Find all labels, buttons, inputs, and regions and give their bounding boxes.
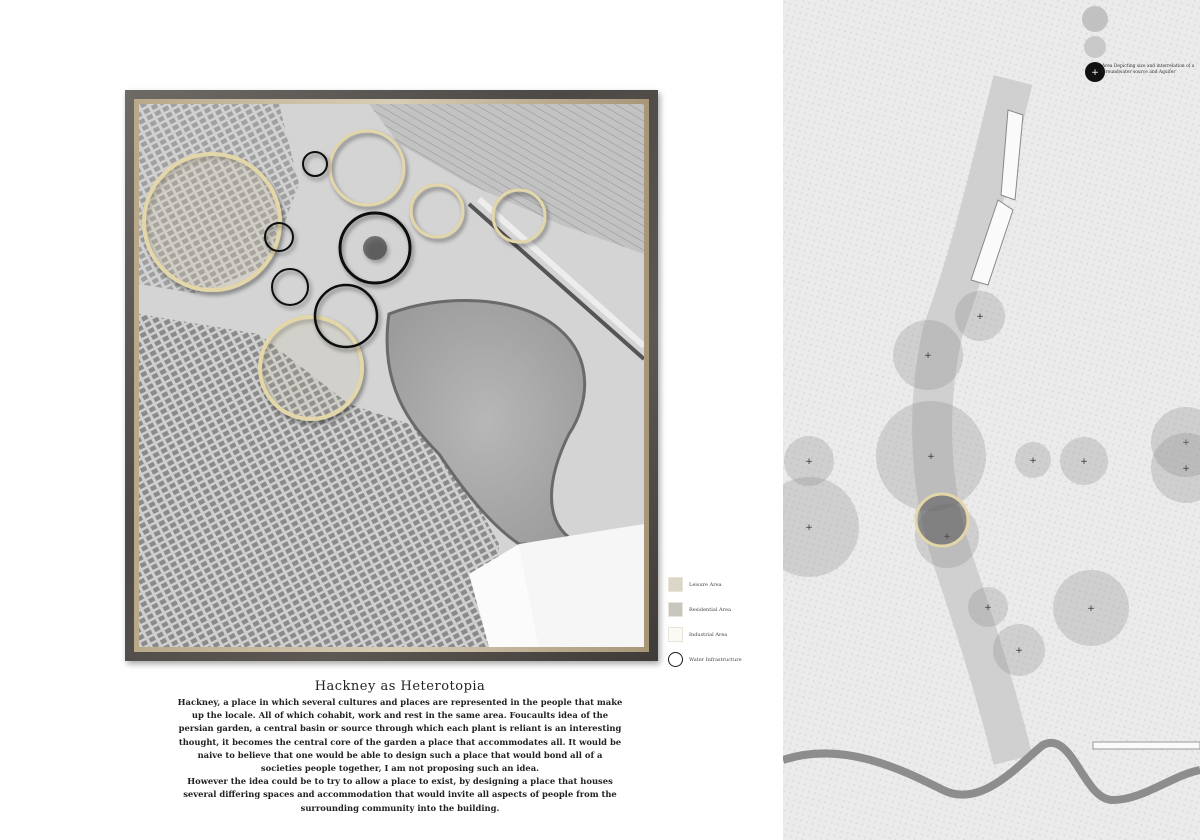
overview-map-svg xyxy=(783,0,1200,840)
runway xyxy=(1093,742,1200,749)
legend-label: Leisure Area xyxy=(689,581,722,588)
plus-icon: + xyxy=(1080,457,1088,467)
plus-icon: + xyxy=(984,603,992,613)
plus-icon: + xyxy=(805,457,813,467)
plus-icon: + xyxy=(1091,68,1099,78)
industrial-zone xyxy=(519,524,644,647)
color-swatch xyxy=(668,577,683,592)
legend-label: Industrial Area xyxy=(689,631,728,638)
key-circle-light xyxy=(1084,36,1106,58)
plus-icon: + xyxy=(1182,438,1190,448)
plus-icon: + xyxy=(1182,464,1190,474)
plus-icon: + xyxy=(927,452,935,462)
site-marker[interactable] xyxy=(916,494,968,546)
color-swatch xyxy=(668,602,683,617)
legend-label: Water Infrastructure xyxy=(689,656,742,663)
water-ring-core xyxy=(363,236,387,260)
plus-icon: + xyxy=(805,523,813,533)
legend-row xyxy=(668,597,778,622)
text-title: Hackney as Heterotopia xyxy=(314,679,486,694)
leisure-ring[interactable] xyxy=(144,154,280,290)
legend-row xyxy=(668,622,778,647)
legend-row xyxy=(668,572,778,597)
legend-label: Residential Area xyxy=(689,606,731,613)
aerial-map[interactable] xyxy=(139,104,644,647)
map-frame xyxy=(125,90,658,661)
text-paragraph: However the idea could be to try to allow a place to exist, by designing a place that houses several differing spaces and accommodation that would invite all aspects of people from the surrounding community into the building. xyxy=(183,776,617,813)
plus-icon: + xyxy=(976,312,984,322)
frame-mat xyxy=(134,99,649,652)
plus-icon: + xyxy=(1029,456,1037,466)
overview-key-label: Area Depicting size and interrelation of a Groundwater source and Aquifer xyxy=(1102,64,1195,75)
plus-icon: + xyxy=(924,351,932,361)
color-swatch xyxy=(668,627,683,642)
leisure-ring[interactable] xyxy=(260,317,362,419)
aerial-map-svg xyxy=(139,104,644,647)
overview-map-panel[interactable] xyxy=(783,0,1200,840)
text-paragraph: Hackney, a place in which several cultures and places are represented in the people that make up the locale. All of which cohabit, work and rest in the same area. Foucaults idea of the persian garden, a central basin or source through which each plant is reliant is an interesting thought, it becomes the central core of the garden a place that accommodates all. It would be naive to believe that one would be able to design such a place that would bond all of a societies people together, I am not proposing such an idea. xyxy=(177,697,623,774)
ring-swatch-icon xyxy=(668,652,683,667)
plus-icon: + xyxy=(1015,646,1023,656)
key-circle-light xyxy=(1082,6,1108,32)
legend-row xyxy=(668,647,778,672)
text-body xyxy=(176,696,624,815)
map-legend xyxy=(668,572,778,672)
plus-icon: + xyxy=(1087,604,1095,614)
